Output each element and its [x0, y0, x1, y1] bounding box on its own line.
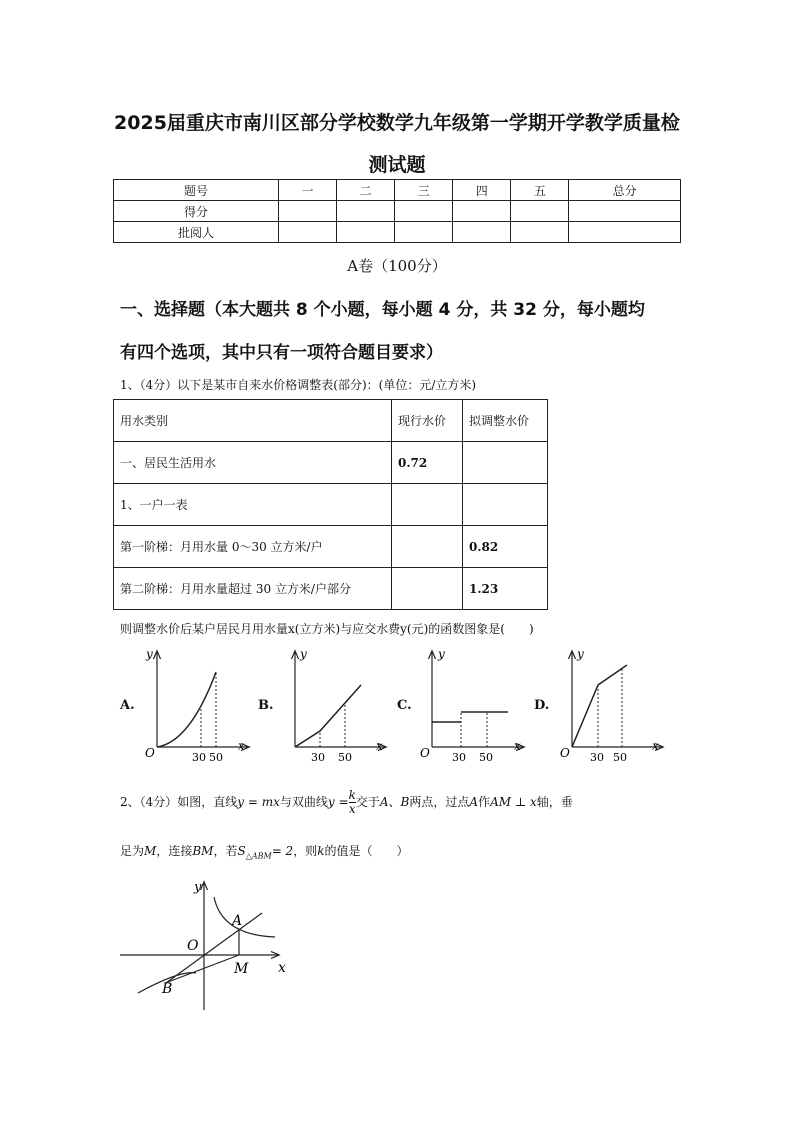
reviewer-cell[interactable]: [337, 222, 395, 243]
option-a-label[interactable]: A.: [120, 698, 135, 713]
graph-option-c[interactable]: [420, 647, 523, 764]
q2-text: ，若: [213, 844, 238, 858]
axis-x-label: x: [376, 739, 383, 753]
area-symbol: S: [237, 844, 246, 858]
q2-text: 轴，垂: [536, 795, 573, 809]
reviewer-cell[interactable]: [569, 222, 681, 243]
graph-option-b[interactable]: [295, 647, 385, 764]
tick-50: 50: [479, 751, 493, 764]
reviewer-cell[interactable]: [453, 222, 511, 243]
reviewer-row-label: 批阅人: [114, 222, 279, 243]
point-b-ref: B: [400, 795, 410, 809]
score-cell[interactable]: [337, 201, 395, 222]
section1-heading-line2: 有四个选项，其中只有一项符合题目要求）: [120, 343, 443, 363]
tick-50: 50: [613, 751, 627, 764]
score-header-cell: 四: [453, 180, 511, 201]
q2-text: 与双曲线: [279, 795, 328, 809]
price-current: [392, 526, 463, 568]
q2-text: 两点，过点: [409, 795, 470, 809]
q2-text: 、: [388, 795, 401, 809]
fraction-k-over-x: [349, 789, 356, 816]
score-header-cell: 一: [279, 180, 337, 201]
reviewer-cell[interactable]: [511, 222, 569, 243]
hyperbola-lhs: y =: [327, 795, 349, 809]
water-price-table: [113, 399, 548, 610]
origin-label: O: [560, 746, 570, 760]
point-a-ref: A: [469, 795, 479, 809]
origin-label: O: [420, 746, 430, 760]
fig-point-b: B: [162, 981, 173, 997]
area-value: = 2: [271, 844, 294, 858]
price-current: [392, 484, 463, 526]
score-header-cell: 题号: [114, 180, 279, 201]
score-header-cell: 三: [395, 180, 453, 201]
segment-bm-ref: BM: [192, 844, 214, 858]
reviewer-cell[interactable]: [395, 222, 453, 243]
volume-label: A卷（100分）: [347, 257, 447, 275]
score-cell[interactable]: [569, 201, 681, 222]
tick-30: 30: [590, 751, 604, 764]
price-current: 0.72: [392, 442, 463, 484]
price-table-header: [114, 400, 548, 442]
point-m-ref: M: [144, 844, 157, 858]
fig-y-label: y: [194, 880, 202, 895]
score-header-cell: 二: [337, 180, 395, 201]
area-subscript: △ABM: [245, 851, 272, 861]
graph-option-a[interactable]: [145, 647, 248, 764]
q2-prefix: 2、（4分）如图，直线: [120, 795, 238, 809]
axis-y-label: y: [577, 647, 584, 661]
price-category: 第二阶梯：月用水量超过 30 立方米/户部分: [114, 568, 392, 610]
tick-30: 30: [192, 751, 206, 764]
k-ref: k: [317, 844, 325, 858]
score-cell[interactable]: [453, 201, 511, 222]
q2-text: ，连接: [156, 844, 193, 858]
tick-30: 30: [452, 751, 466, 764]
question2-stem-line2: [120, 842, 409, 860]
score-table-header-row: [114, 180, 681, 201]
score-cell[interactable]: [279, 201, 337, 222]
price-current: [392, 568, 463, 610]
tick-30: 30: [311, 751, 325, 764]
point-a-ref: A: [379, 795, 389, 809]
score-row: [114, 201, 681, 222]
axis-x-label: x: [652, 739, 659, 753]
axis-y-label: y: [300, 647, 307, 661]
price-table-row: [114, 484, 548, 526]
price-category: 1、一户一表: [114, 484, 392, 526]
section1-heading-line1: 一、选择题（本大题共 8 个小题，每小题 4 分，共 32 分，每小题均: [120, 300, 645, 320]
price-table-row: [114, 568, 548, 610]
price-header-adjusted: 拟调整水价: [463, 400, 548, 442]
reviewer-cell[interactable]: [279, 222, 337, 243]
price-category: 一、居民生活用水: [114, 442, 392, 484]
axis-y-label: y: [146, 647, 153, 661]
option-graphs: [0, 640, 794, 770]
price-table-row: [114, 442, 548, 484]
fraction-numerator: k: [348, 788, 356, 802]
graph-option-d[interactable]: [560, 647, 662, 764]
question2-stem-line1: [120, 789, 573, 816]
reviewer-row: [114, 222, 681, 243]
price-adjusted: 1.23: [463, 568, 548, 610]
fig-point-a: A: [232, 913, 243, 929]
price-adjusted: [463, 484, 548, 526]
score-table: [113, 179, 681, 243]
score-header-cell: 总分: [569, 180, 681, 201]
axis-y-label: y: [438, 647, 445, 661]
tick-50: 50: [209, 751, 223, 764]
option-d-label[interactable]: D.: [534, 698, 550, 713]
question1-stem: 1、（4分）以下是某市自来水价格调整表(部分)：(单位：元/立方米): [120, 378, 477, 392]
price-table-row: [114, 526, 548, 568]
score-cell[interactable]: [511, 201, 569, 222]
line-equation: y = mx: [237, 795, 280, 809]
q2-text: 作: [478, 795, 491, 809]
score-header-cell: 五: [511, 180, 569, 201]
price-header-current: 现行水价: [392, 400, 463, 442]
question1-prompt: 则调整水价后某户居民月用水量x(立方米)与应交水费y(元)的函数图象是( ): [120, 622, 534, 636]
option-c-label[interactable]: C.: [397, 698, 412, 713]
fig-x-label: x: [278, 960, 286, 976]
price-category: 第一阶梯：月用水量 0～30 立方米/户: [114, 526, 392, 568]
origin-label: O: [145, 746, 155, 760]
option-b-label[interactable]: B.: [258, 698, 274, 713]
exam-title-line1: 2025届重庆市南川区部分学校数学九年级第一学期开学教学质量检: [114, 112, 680, 134]
axis-x-label: x: [514, 739, 521, 753]
q2-text: 交于: [355, 795, 380, 809]
question2-figure: [110, 875, 310, 1015]
score-row-label: 得分: [114, 201, 279, 222]
price-adjusted: 0.82: [463, 526, 548, 568]
q2-text: ，则: [293, 844, 318, 858]
fraction-denominator: x: [348, 802, 356, 816]
price-adjusted: [463, 442, 548, 484]
price-header-category: 用水类别: [114, 400, 392, 442]
q2-text: 的值是（ ）: [324, 844, 409, 858]
tick-50: 50: [338, 751, 352, 764]
exam-title-line2: 测试题: [368, 154, 426, 176]
perpendicular-expr: AM ⊥ x: [490, 795, 537, 809]
fig-point-m: M: [234, 961, 249, 977]
axis-x-label: x: [238, 739, 245, 753]
score-cell[interactable]: [395, 201, 453, 222]
q2-text: 足为: [120, 844, 145, 858]
fig-origin-label: O: [187, 938, 199, 954]
